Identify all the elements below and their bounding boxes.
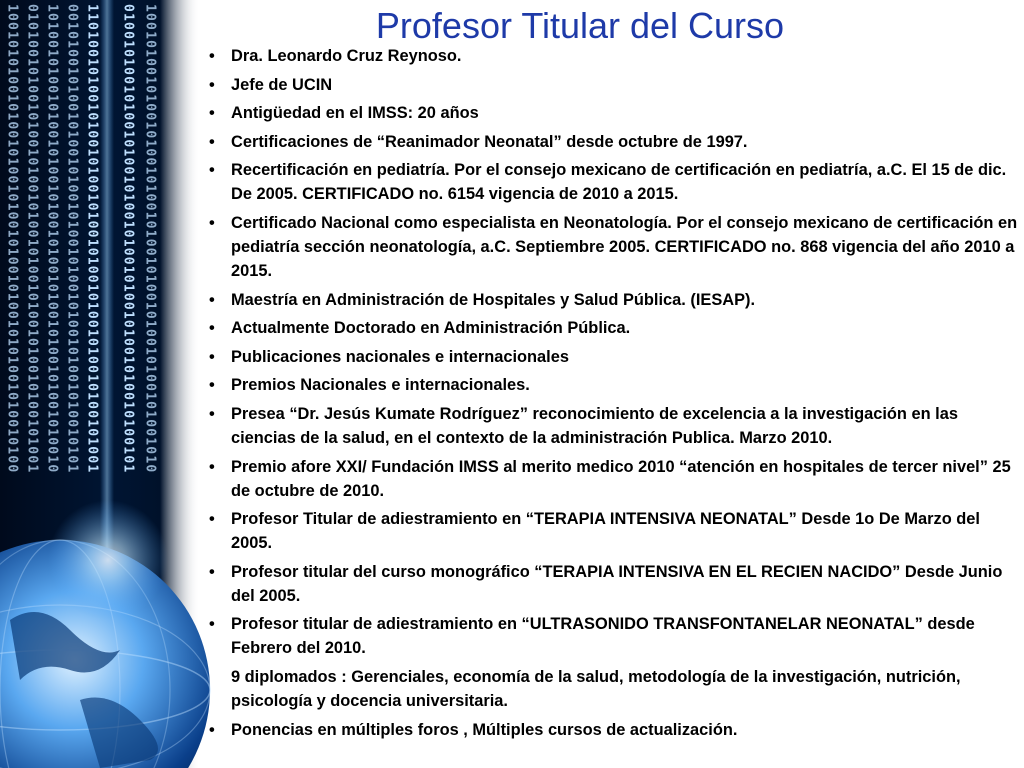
bullet-text: 9 diplomados : Gerenciales, economía de la salud, metodología de la investigación, nutrición, psicología y docencia universitaria. xyxy=(231,667,961,710)
bullet-icon: • xyxy=(209,104,215,123)
bullet-text: Profesor titular del curso monográfico “TERAPIA INTENSIVA EN EL RECIEN NACIDO” Desde Junio del 2005. xyxy=(231,562,1003,605)
bullet-icon: • xyxy=(209,720,215,739)
bullet-icon: • xyxy=(209,319,215,338)
binary-column: 1101001010010100101001010010100101001010010100101001 xyxy=(84,4,100,474)
bullet-item xyxy=(206,560,1018,608)
bullet-item xyxy=(206,507,1018,555)
bullet-item xyxy=(206,316,1018,340)
binary-globe-artwork xyxy=(0,0,240,768)
bullet-text: Certificado Nacional como especialista en Neonatología. Por el consejo mexicano de certificación en pediatría sección neonatología, a.C. Septiembre 2005. CERTIFICADO no. 868 vigencia del año 2010 a 2015. xyxy=(231,213,1018,280)
bullet-text: Antigüedad en el IMSS: 20 años xyxy=(231,104,479,123)
bullet-text: Ponencias en múltiples foros , Múltiples cursos de actualización. xyxy=(231,720,738,739)
bullet-text: Publicaciones nacionales e internacionales xyxy=(231,347,569,366)
binary-column: 0100101001010010100101001010010100101001010010100101 xyxy=(120,4,136,474)
bullet-icon: • xyxy=(209,213,215,232)
lens-flare xyxy=(48,500,168,620)
bullet-list xyxy=(206,44,1018,746)
bullet-icon: • xyxy=(209,47,215,65)
binary-globe-graphic xyxy=(0,0,240,768)
bullet-icon: • xyxy=(209,457,215,476)
binary-column: 1001010010100101001010010100101001010010100101001010 xyxy=(142,4,158,474)
bullet-icon: • xyxy=(209,376,215,395)
bullet-text: Premio afore XXI/ Fundación IMSS al merito medico 2010 “atención en hospitales de tercer nivel” 25 de octubre de 2010. xyxy=(231,457,1011,500)
bullet-item xyxy=(206,44,1018,68)
bullet-text: Actualmente Doctorado en Administración Pública. xyxy=(231,319,631,338)
bullet-text: Recertificación en pediatría. Por el consejo mexicano de certificación en pediatría, a.C. El 15 de dic. De 2005. CERTIFICADO no. 6154 vigencia de 2010 a 2015. xyxy=(231,161,1007,204)
bullet-icon: • xyxy=(209,510,215,529)
bullet-icon: • xyxy=(209,347,215,366)
bullet-item xyxy=(206,612,1018,660)
bullet-item xyxy=(206,345,1018,369)
binary-column: 0010100101001010010100101001010010100101001010010101 xyxy=(64,4,80,474)
bullet-item xyxy=(206,158,1018,206)
bullet-icon: • xyxy=(209,132,215,151)
bullet-icon: • xyxy=(209,404,215,423)
bullet-item xyxy=(206,288,1018,312)
binary-column: 1010010100101001010010100101001010010100101001010010 xyxy=(44,4,60,474)
bullet-text: Maestría en Administración de Hospitales y Salud Pública. (IESAP). xyxy=(231,290,756,309)
bullet-item xyxy=(206,211,1018,283)
bullet-text: Premios Nacionales e internacionales. xyxy=(231,376,530,395)
bullet-icon: • xyxy=(209,290,215,309)
bullet-item xyxy=(206,402,1018,450)
bullet-item xyxy=(206,455,1018,503)
bullet-item xyxy=(206,73,1018,97)
bullet-icon: • xyxy=(209,562,215,581)
bullet-icon: • xyxy=(209,615,215,634)
bullet-item xyxy=(206,130,1018,154)
slide-title: Profesor Titular del Curso xyxy=(375,5,785,46)
bullet-item xyxy=(206,665,1018,713)
bullet-text: Dra. Leonardo Cruz Reynoso. xyxy=(231,47,462,65)
binary-column: 0101001010010100101001010010100101001010010100101001 xyxy=(24,4,40,474)
bullet-icon: • xyxy=(209,75,215,94)
bullet-item xyxy=(206,718,1018,742)
bullet-text: Jefe de UCIN xyxy=(231,75,333,94)
binary-column: 1001010100101001010010100101001010010101001010010100 xyxy=(4,4,20,474)
bullet-item xyxy=(206,101,1018,125)
bullet-text: Profesor titular de adiestramiento en “ULTRASONIDO TRANSFONTANELAR NEONATAL” desde Febrero del 2010. xyxy=(231,615,975,658)
bullet-item xyxy=(206,373,1018,397)
bullet-text: Profesor Titular de adiestramiento en “TERAPIA INTENSIVA NEONATAL” Desde 1o De Marzo del 2005. xyxy=(231,510,980,553)
bullet-icon: • xyxy=(209,161,215,180)
bullet-text: Certificaciones de “Reanimador Neonatal” desde octubre de 1997. xyxy=(231,132,748,151)
bullet-text: Presea “Dr. Jesús Kumate Rodríguez” reconocimiento de excelencia a la investigación en las ciencias de la salud, en el contexto de la administración Publica. Marzo 2010. xyxy=(231,404,958,447)
